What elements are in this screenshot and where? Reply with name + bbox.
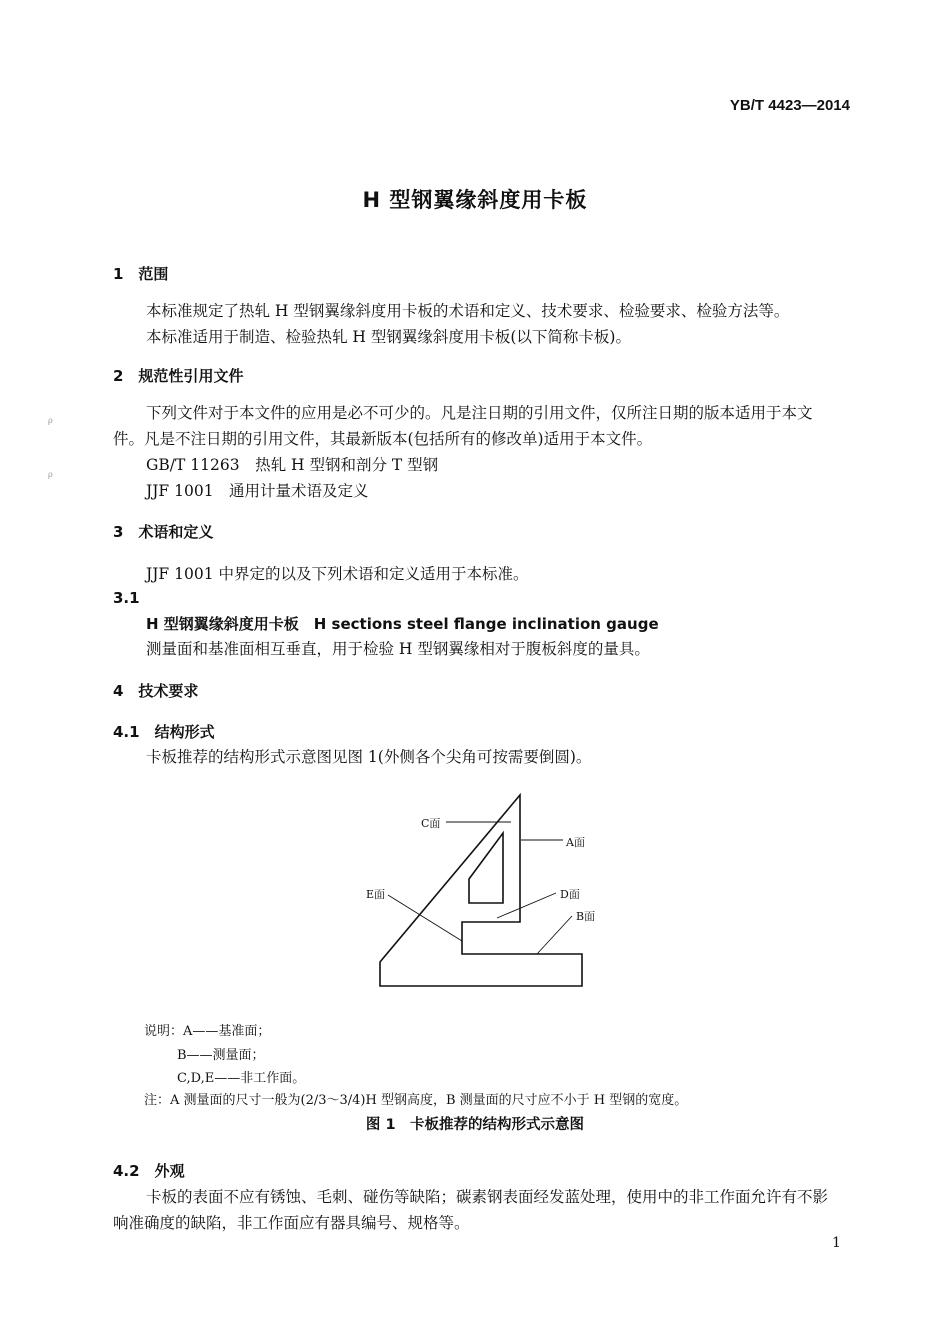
reference-item: GB/T 11263 热轧 H 型钢和剖分 T 型钢 [146,456,439,474]
section-2-paragraph-line-1: 下列文件对于本文件的应用是必不可少的。凡是注日期的引用文件，仅所注日期的版本适用于本文 [146,404,813,422]
d-face-leader [497,893,556,918]
b-face-leader [537,916,572,954]
subsection-4-2-line-2: 响准确度的缺陷，非工作面应有器具编号、规格等。 [113,1214,470,1232]
gauge-outline [380,795,582,986]
label-c-face: C面 [421,817,441,830]
figure-legend-line: C,D,E——非工作面。 [177,1071,306,1086]
reference-item: JJF 1001 通用计量术语及定义 [146,482,369,500]
section-2-heading: 2 规范性引用文件 [113,367,244,385]
section-1-paragraph-1: 本标准规定了热轧 H 型钢翼缘斜度用卡板的术语和定义、技术要求、检验要求、检验方法等。 [146,302,790,320]
figure-caption: 图 1 卡板推荐的结构形式示意图 [365,1117,585,1133]
term-entry: H 型钢翼缘斜度用卡板 H sections steel flange inclination gauge [146,615,659,633]
section-3-heading: 3 术语和定义 [113,523,214,541]
term-definition: 测量面和基准面相互垂直，用于检验 H 型钢翼缘相对于腹板斜度的量具。 [146,640,650,658]
subsection-4-2-heading: 4.2 外观 [113,1162,185,1180]
figure-legend-line: 说明：A——基准面； [144,1024,271,1039]
page-number: 1 [832,1235,841,1251]
section-1-heading: 1 范围 [113,265,169,283]
subsection-4-1-paragraph: 卡板推荐的结构形式示意图见图 1(外侧各个尖角可按需要倒圆)。 [146,748,592,766]
section-4-heading: 4 技术要求 [113,682,199,700]
subsection-4-1-heading: 4.1 结构形式 [113,723,215,741]
label-b-face: B面 [576,910,596,923]
margin-mark: ρ [48,416,53,425]
document-title: H 型钢翼缘斜度用卡板 [362,188,588,212]
label-e-face: E面 [366,888,386,901]
gauge-window [469,833,503,903]
section-3-paragraph: JJF 1001 中界定的以及下列术语和定义适用于本标准。 [146,565,529,583]
figure-legend-line: B——测量面； [177,1048,265,1063]
subsection-3-1-number: 3.1 [113,589,140,607]
figure-note: 注：A 测量面的尺寸一般为(2/3～3/4)H 型钢高度，B 测量面的尺寸应不小于 H 型钢的宽度。 [144,1093,688,1108]
section-2-paragraph-line-2: 件。凡是不注日期的引用文件，其最新版本(包括所有的修改单)适用于本文件。 [113,430,653,448]
label-a-face: A面 [566,836,585,849]
label-d-face: D面 [560,888,580,901]
e-face-leader [388,895,462,941]
standard-code: YB/T 4423—2014 [729,97,850,114]
section-1-paragraph-2: 本标准适用于制造、检验热轧 H 型钢翼缘斜度用卡板(以下简称卡板)。 [146,328,631,346]
margin-mark: ρ [48,470,53,479]
subsection-4-2-line-1: 卡板的表面不应有锈蚀、毛刺、碰伤等缺陷；碳素钢表面经发蓝处理，使用中的非工作面允许有不影 [146,1188,829,1206]
